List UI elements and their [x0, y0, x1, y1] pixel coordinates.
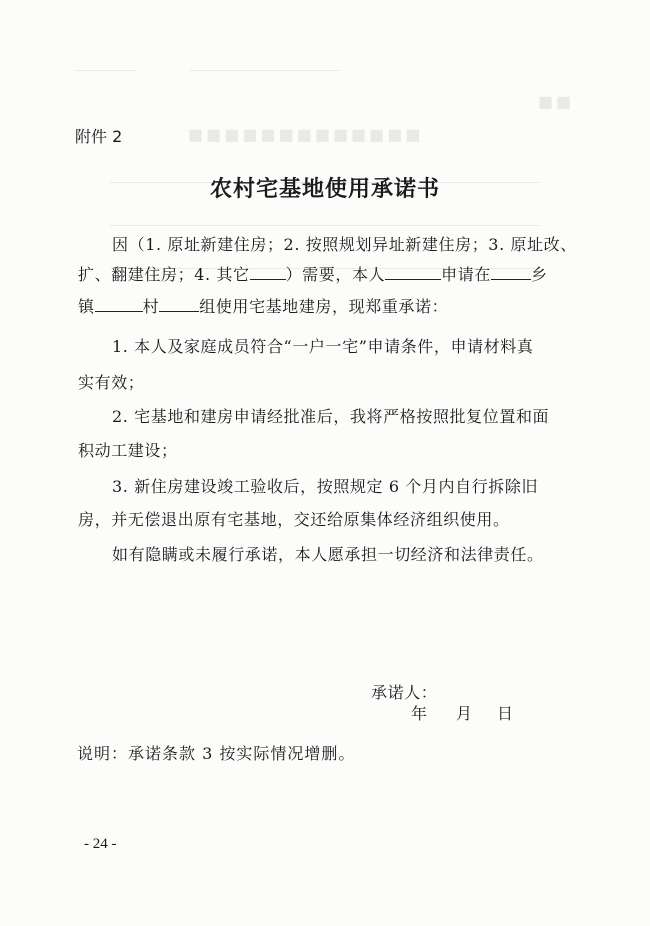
applicant-name-field[interactable] [385, 265, 441, 280]
closing-statement: 如有隐瞒或未履行承诺，本人愿承担一切经济和法律责任。 [112, 545, 544, 564]
commitment-1-line-1: 1. 本人及家庭成员符合“一户一宅”申请条件，申请材料真 [112, 337, 534, 356]
footnote: 说明：承诺条款 3 按实际情况增删。 [77, 744, 356, 763]
intro-text: 申请在 [441, 265, 491, 284]
intro-line-1 [112, 232, 577, 255]
commitment-2-line-2: 积动工建设； [78, 441, 178, 460]
date-year: 年 [411, 704, 428, 723]
township-field[interactable] [491, 265, 531, 280]
bleed-through-rule [75, 70, 137, 71]
other-reason-field[interactable] [250, 265, 286, 280]
date-month: 月 [456, 704, 473, 723]
intro-text: 因（1. 原址新建住房；2. 按照规划异址新建住房；3. 原址改、 [112, 235, 577, 254]
page-number: - 24 - [84, 836, 117, 852]
intro-line-3 [78, 294, 448, 317]
signature-label: 承诺人： [371, 683, 438, 702]
intro-text: 组使用宅基地建房，现郑重承诺： [199, 297, 449, 316]
document-title: 农村宅基地使用承诺书 [209, 177, 440, 202]
bleed-through-rule [110, 225, 540, 226]
intro-line-2 [78, 262, 548, 285]
bleed-through-rule [190, 70, 340, 71]
intro-text: 乡 [530, 265, 548, 284]
intro-text: 扩、翻建住房；4. 其它 [78, 265, 250, 284]
attachment-label: 附件 2 [75, 127, 123, 146]
intro-text: 村 [142, 297, 160, 316]
group-field[interactable] [159, 297, 199, 312]
date-day: 日 [497, 704, 514, 723]
intro-text: ）需要，本人 [285, 265, 386, 284]
bleed-through-mark: ■■ [538, 92, 575, 111]
commitment-2-line-1: 2. 宅基地和建房申请经批准后，我将严格按照批复位置和面 [112, 407, 550, 426]
village-field[interactable] [95, 297, 143, 312]
commitment-3-line-1: 3. 新住房建设竣工验收后，按照规定 6 个月内自行拆除旧 [112, 477, 539, 496]
commitment-1-line-2: 实有效； [78, 373, 145, 392]
bleed-through-mark: ■■■■■■■■■■■■■ [188, 125, 424, 144]
intro-text: 镇 [78, 297, 95, 316]
commitment-3-line-2: 房，并无偿退出原有宅基地，交还给原集体经济组织使用。 [78, 510, 510, 529]
